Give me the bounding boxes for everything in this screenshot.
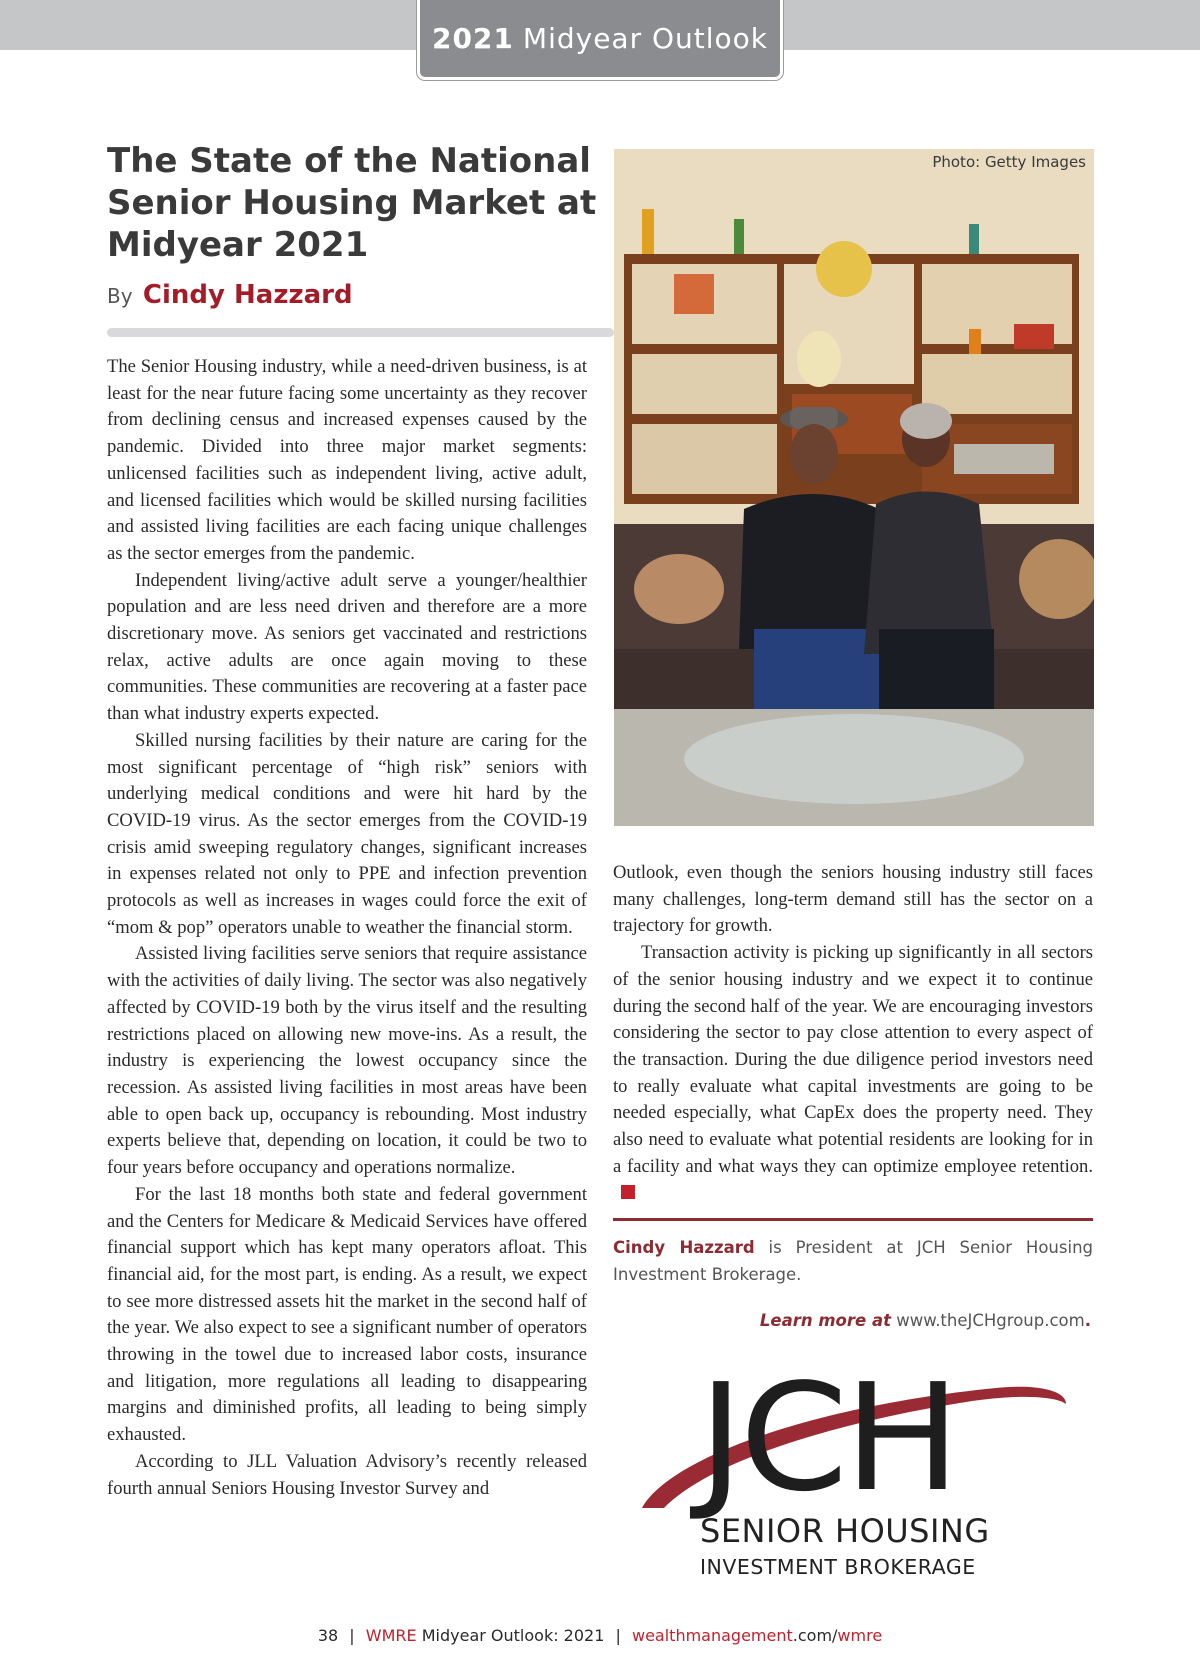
- learn-more-link[interactable]: www.theJCHgroup.com: [896, 1311, 1085, 1330]
- body-paragraph: Assisted living facilities serve seniors that require assistance with the activities of daily living. The sector was also negatively affected by COVID-19 both by the virus itself and the resulting restrictions placed on allowing new move-ins. As a result, the industry is experiencing the lowest occupancy since the recession. As assisted living facilities in most areas have been able to open back up, occupancy is rebounding. Most industry experts believe that, depending on location, it could be two to four years before occupancy and operations normalize.: [107, 943, 587, 1179]
- body-paragraph: Outlook, even though the seniors housing industry still faces many challenges, long-term demand still has the sector on a trajectory for growth.: [613, 862, 1093, 937]
- footer-separator: |: [349, 1626, 355, 1645]
- footer-publication-title: Midyear Outlook: 2021: [421, 1626, 605, 1645]
- footer-site-domain: wealthmanagement: [631, 1626, 793, 1645]
- body-paragraph-text: Transaction activity is picking up significantly in all sectors of the senior housing industry and we expect it to continue during the second half of the year. We are encouraging investors considering the sector to pay close attention to every aspect of the transaction. During the due diligence period investors need to really evaluate what capital investments are going to be needed especially, what CapEx does the property need. They also need to evaluate what potential residents are looking for in a facility and what ways they can optimize employee retention.: [613, 942, 1093, 1177]
- footer-site[interactable]: [632, 1626, 882, 1645]
- byline-author: Cindy Hazzard: [142, 280, 353, 310]
- learn-more-label: Learn more at: [759, 1311, 891, 1330]
- section-tab-year: 2021: [431, 22, 514, 55]
- photo-illustration: [614, 149, 1094, 826]
- jch-logo: [636, 1352, 1076, 1588]
- end-mark-icon: [621, 1185, 635, 1199]
- body-paragraph-last: [613, 940, 1093, 1207]
- page-number: 38: [317, 1626, 339, 1645]
- author-bio: [613, 1234, 1093, 1288]
- article-photo: [614, 149, 1094, 826]
- logo-tagline-2: INVESTMENT BROKERAGE: [700, 1555, 976, 1579]
- body-paragraph: Independent living/active adult serve a younger/healthier population and are less need driven and therefore are a more discretionary move. As seniors get vaccinated and restrictions relax, active adults are once again moving to these communities. These communities are recovering at a faster pace than what industry experts expected.: [107, 569, 587, 725]
- learn-more: [613, 1311, 1091, 1330]
- body-column-right: [613, 860, 1093, 1207]
- section-tab: [417, 0, 783, 80]
- page-footer: [0, 1626, 1200, 1645]
- byline-label: By: [107, 284, 133, 308]
- footer-separator: |: [615, 1626, 621, 1645]
- bio-rule: [613, 1218, 1093, 1221]
- logo-wordmark: JCH: [698, 1352, 957, 1524]
- photo-credit: Photo: Getty Images: [932, 153, 1086, 171]
- bio-name: Cindy Hazzard: [613, 1238, 755, 1257]
- byline: [107, 280, 353, 310]
- body-paragraph: According to JLL Valuation Advisory’s recently released fourth annual Seniors Housing Investor Survey and: [107, 1450, 587, 1499]
- logo-tagline-1: SENIOR HOUSING: [700, 1512, 990, 1550]
- body-paragraph: The Senior Housing industry, while a need-driven business, is at least for the near future facing some uncertainty as they recover from declining census and increased expenses caused by the pandemic. Divided into three major market segments: unlicensed facilities such as independent living, active adult, and licensed facilities which would be skilled nursing facilities and assisted living facilities are each facing unique challenges as the sector emerges from the pandemic.: [107, 356, 587, 564]
- section-tab-title: Midyear Outlook: [522, 22, 769, 55]
- footer-site-path: wmre: [837, 1626, 883, 1645]
- article-headline: The State of the National Senior Housing Market at Midyear 2021: [107, 141, 597, 265]
- body-paragraph: Skilled nursing facilities by their nature are caring for the most significant percentage of “high risk” seniors with underlying medical conditions and were hit hard by the COVID-19 virus. As the sector emerges from the COVID-19 crisis amid sweeping regulatory changes, significant increases in expenses related not only to PPE and infection prevention protocols as well as increases in wages could force the exit of “mom & pop” operators unable to weather the financial storm.: [107, 729, 587, 938]
- divider-rule: [107, 328, 614, 337]
- footer-site-tld: .com/: [792, 1626, 838, 1645]
- learn-more-period: .: [1084, 1311, 1091, 1330]
- body-paragraph: For the last 18 months both state and federal government and the Centers for Medicare & Medicaid Services have offered financial support which has kept many operators afloat. This financial aid, for the most part, is ending. As a result, we expect to see more distressed assets hit the market in the second half of the year. We also expect to see a significant number of operators throwing in the towel due to increased labor costs, insurance and litigation, more regulations all leading to disappearing margins and diminished profits, all leading to being simply exhausted.: [107, 1183, 587, 1446]
- bio-text: is President at JCH Senior Housing Investment Brokerage.: [613, 1238, 1094, 1284]
- body-column-left: [107, 354, 587, 1502]
- footer-publication-brand: WMRE: [365, 1626, 417, 1645]
